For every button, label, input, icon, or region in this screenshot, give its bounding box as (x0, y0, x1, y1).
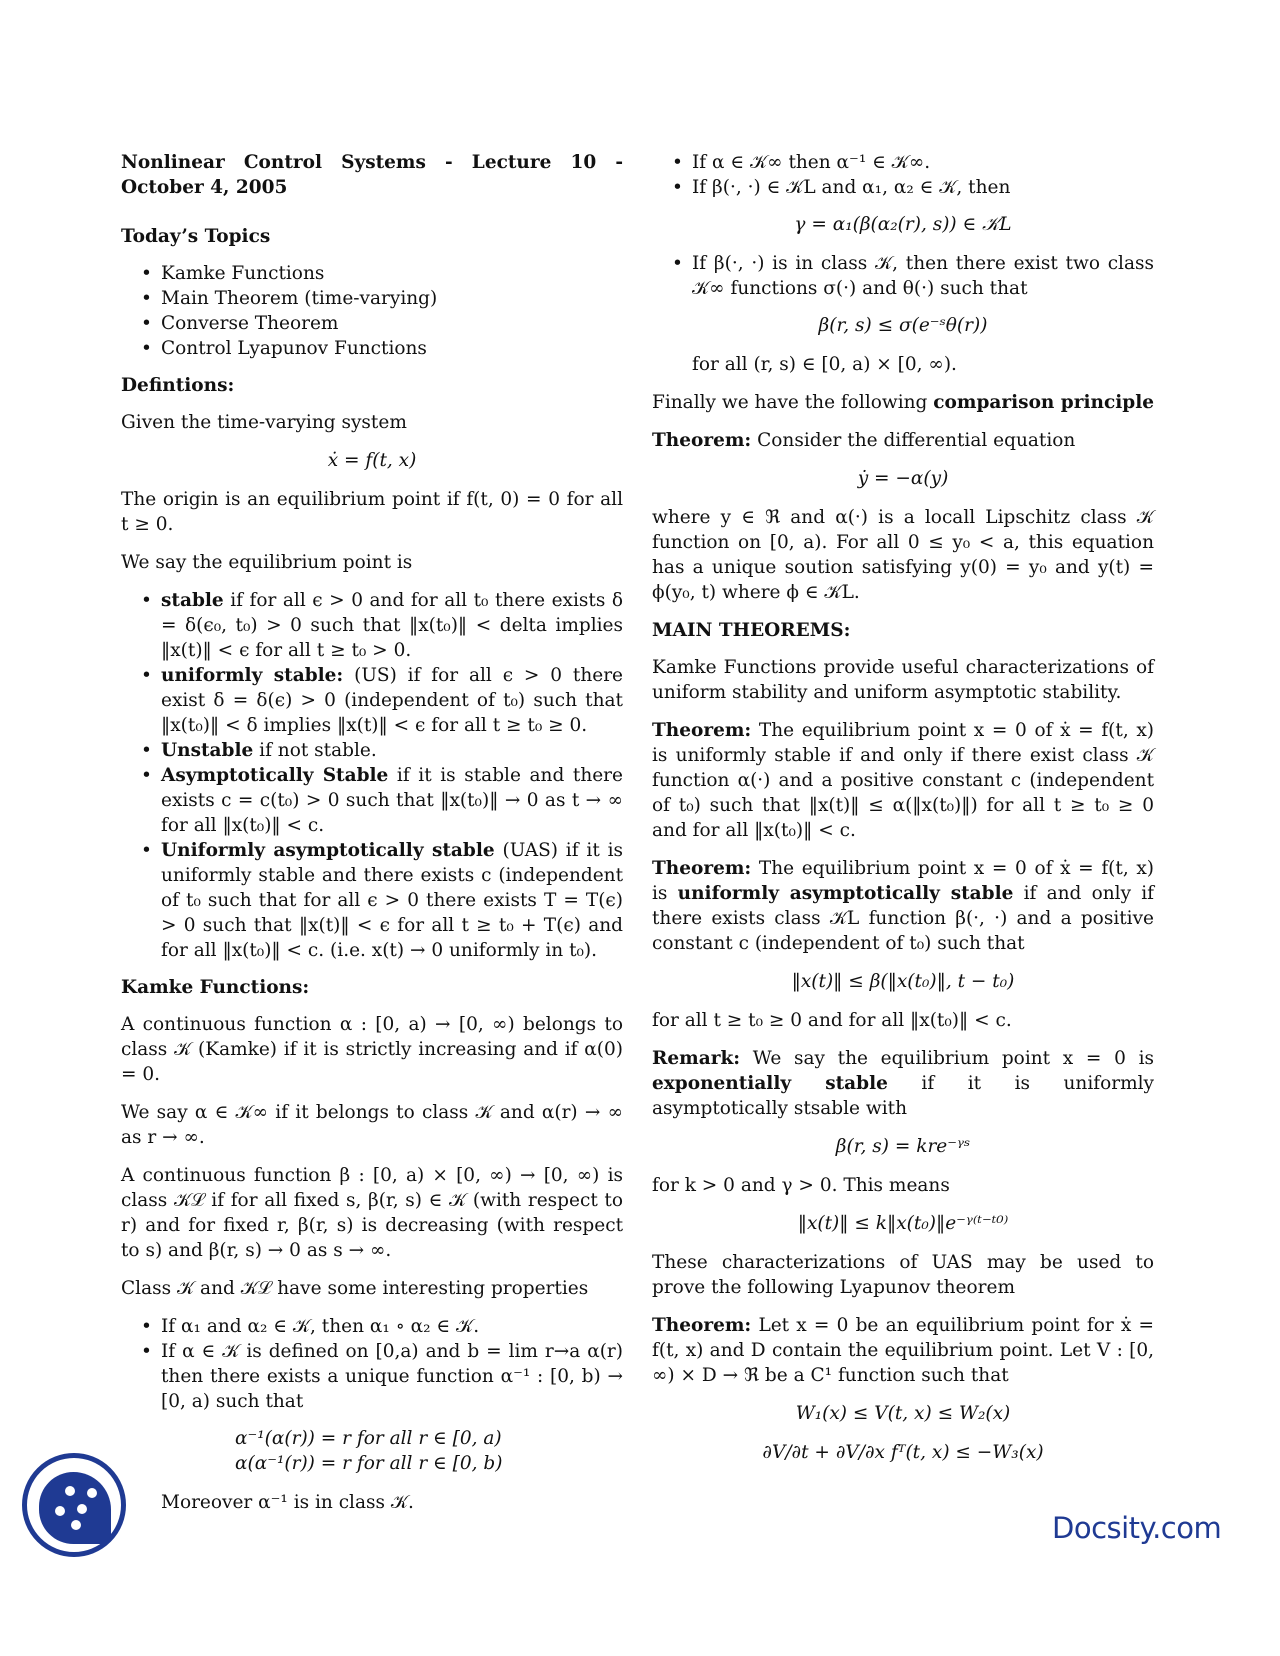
logo-dot (71, 1520, 81, 1530)
topics-list (121, 261, 623, 361)
text: We say the equilibrium point x = 0 is (740, 1048, 1154, 1069)
paragraph: Given the time-varying system (121, 412, 407, 433)
system-equation: ẋ = f(t, x) (327, 450, 417, 471)
list-item: • Main Theorem (time-varying) (121, 286, 623, 311)
list-item: • If β(·, ·) is in class 𝒦, then there exist two class 𝒦∞ functions σ(·) and θ(·) such that (652, 251, 1154, 301)
logo-dot (55, 1506, 65, 1516)
text: The equilibrium point x = 0 of ẋ = f(t, x) is uniformly stable if and only if there exist class 𝒦 function α(·) and a positive constant c (independent of t₀) such that ‖x(t)‖ ≤ α(‖x(t₀)‖) for all t ≥ t₀ ≥ 0 and for all ‖x(t₀)‖ < c. (652, 720, 1154, 841)
paragraph: where y ∈ ℜ and α(·) is a locall Lipschitz class 𝒦 function on [0, a). For all 0 ≤ y₀ < a, this equation has a unique soution satisfying y(0) = y₀ and y(t) = ϕ(y₀, t) where ϕ ∈ 𝒦L. (652, 507, 1154, 603)
left-column (121, 150, 623, 1528)
exp-equation: β(r, s) = kre⁻ᵞˢ (835, 1136, 971, 1157)
exp-bound-equation: ‖x(t)‖ ≤ k‖x(t₀)‖e⁻ᵞ⁽ᵗ⁻ᵗ⁰⁾ (797, 1213, 1009, 1234)
stability-list (121, 588, 623, 963)
theorem-label: Theorem: (652, 430, 752, 451)
text: The equilibrium point x = 0 of ẋ = f(t, x) is (652, 858, 1154, 904)
theorem (652, 718, 1154, 843)
list-item (121, 588, 623, 663)
theorem (652, 1313, 1154, 1388)
paragraph: Class 𝒦 and 𝒦ℒ have some interesting properties (121, 1278, 589, 1299)
remark (652, 1046, 1154, 1121)
list-item: • If β(·, ·) ∈ 𝒦L and α₁, α₂ ∈ 𝒦, then (652, 175, 1154, 200)
right-column (652, 150, 1154, 1479)
text: Finally we have the following (652, 392, 934, 413)
term: Asymptotically Stable (161, 765, 389, 786)
emphasis: uniformly asymptotically stable (677, 883, 1014, 904)
text: Consider the differential equation (751, 430, 1076, 451)
emphasis: exponentially stable (652, 1073, 888, 1094)
property-item (652, 251, 1154, 301)
list-item: • Kamke Functions (121, 261, 623, 286)
definition: if it is stable and there exists c = c(t₀) > 0 such that ‖x(t₀)‖ → 0 as t → ∞ for all ‖x(t₀)‖ < c. (161, 765, 623, 836)
paragraph (652, 390, 1154, 415)
properties-list (121, 1314, 623, 1414)
list-item (121, 663, 623, 738)
emphasis: comparison principle (933, 392, 1154, 413)
logo-blob (39, 1472, 111, 1544)
text: if it is uniformly asymptotically stsable with (652, 1073, 1154, 1119)
beta-equation: β(r, s) ≤ σ(e⁻ˢθ(r)) (818, 315, 988, 336)
paragraph: A continuous function α : [0, a) → [0, ∞) belongs to class 𝒦 (Kamke) if it is strictly increasing and if α(0) = 0. (121, 1014, 623, 1085)
paragraph: for all (r, s) ∈ [0, a) × [0, ∞). (692, 354, 957, 375)
paragraph: A continuous function β : [0, a) × [0, ∞) → [0, ∞) is class 𝒦ℒ if for all fixed s, β(r, s) ∈ 𝒦 (with respect to r) and for fixed r, β(r, s) is decreasing (with respect to s) and β(r, s) → 0 as s → ∞. (121, 1165, 623, 1261)
docsity-logo-icon (22, 1453, 126, 1557)
lyapunov-bound-equation: W₁(x) ≤ V(t, x) ≤ W₂(x) (795, 1403, 1011, 1424)
main-theorems-heading: MAIN THEOREMS: (652, 620, 851, 641)
theorem-label: Theorem: (652, 1315, 752, 1336)
theorem-label: Theorem: (652, 858, 752, 879)
properties-list-continued (652, 150, 1154, 200)
definition: if not stable. (253, 740, 377, 761)
definition: (UAS) if it is uniformly stable and there exists c (independent of t₀ such that for all ϵ > 0 there exists T = T(ϵ) > 0 such that ‖x(t)‖ < ϵ for all t ≥ t₀ + T(ϵ) and for all ‖x(t₀)‖ < c. (i.e. x(t) → 0 uniformly in t₀). (161, 840, 623, 961)
list-item: • If α ∈ 𝒦∞ then α⁻¹ ∈ 𝒦∞. (652, 150, 1154, 175)
equation: α⁻¹(α(r)) = r for all r ∈ [0, a) (235, 1428, 502, 1449)
list-item: • Control Lyapunov Functions (121, 336, 623, 361)
text: Let x = 0 be an equilibrium point for ẋ = f(t, x) and D contain the equilibrium point. Let V : [0, ∞) × D → ℜ be a C¹ function such that (652, 1315, 1154, 1386)
list-item: • If α ∈ 𝒦 is defined on [0,a) and b = lim r→a α(r) then there exists a unique function α⁻¹ : [0, b) → [0, a) such that (121, 1339, 623, 1414)
kamke-heading: Kamke Functions: (121, 977, 310, 998)
logo-dot (77, 1504, 87, 1514)
paragraph: Kamke Functions provide useful characterizations of uniform stability and uniform asymptotic stability. (652, 657, 1154, 703)
topics-heading: Today’s Topics (121, 226, 271, 247)
lyapunov-derivative-equation: ∂V/∂t + ∂V/∂x fᵀ(t, x) ≤ −W₃(x) (762, 1442, 1044, 1463)
theorem (652, 428, 1154, 453)
uas-equation: ‖x(t)‖ ≤ β(‖x(t₀)‖, t − t₀) (791, 971, 1015, 992)
logo-dot (87, 1488, 97, 1498)
term: stable (161, 590, 224, 611)
paragraph: Moreover α⁻¹ is in class 𝒦. (161, 1492, 414, 1513)
remark-label: Remark: (652, 1048, 741, 1069)
list-item: • Converse Theorem (121, 311, 623, 336)
paragraph: We say α ∈ 𝒦∞ if it belongs to class 𝒦 and α(r) → ∞ as r → ∞. (121, 1102, 623, 1148)
definition: (US) if for all ϵ > 0 there exist δ = δ(ϵ) > 0 (independent of t₀) such that ‖x(t₀)‖ < δ implies ‖x(t)‖ < ϵ for all t ≥ t₀ ≥ 0. (161, 665, 624, 736)
term: uniformly stable: (161, 665, 344, 686)
list-item (121, 838, 623, 963)
paragraph: These characterizations of UAS may be used to prove the following Lyapunov theorem (652, 1252, 1154, 1298)
text: if and only if there exists class 𝒦L function β(·, ·) and a positive constant c (independent of t₀) such that (652, 883, 1154, 954)
gamma-equation: γ = α₁(β(α₂(r), s)) ∈ 𝒦L (794, 214, 1012, 235)
definition: if for all ϵ > 0 and for all t₀ there exists δ = δ(ϵ₀, t₀) > 0 such that ‖x(t₀)‖ < delta implies ‖x(t)‖ < ϵ for all t ≥ t₀ > 0. (161, 590, 623, 661)
term: Uniformly asymptotically stable (161, 840, 495, 861)
term: Unstable (161, 740, 254, 761)
definitions-heading: Defintions: (121, 375, 235, 396)
list-item (121, 738, 623, 763)
paragraph: The origin is an equilibrium point if f(t, 0) = 0 for all t ≥ 0. (121, 489, 623, 535)
lecture-title: Nonlinear Control Systems - Lecture 10 - October 4, 2005 (121, 152, 623, 198)
paragraph: for all t ≥ t₀ ≥ 0 and for all ‖x(t₀)‖ < c. (652, 1010, 1012, 1031)
docsity-watermark[interactable]: Docsity.com (1052, 1511, 1222, 1545)
paragraph: We say the equilibrium point is (121, 552, 413, 573)
inverse-equations (121, 1426, 623, 1476)
logo-dot (65, 1486, 75, 1496)
equation: α(α⁻¹(r)) = r for all r ∈ [0, b) (235, 1453, 503, 1474)
theorem-label: Theorem: (652, 720, 752, 741)
theorem (652, 856, 1154, 956)
paragraph: for k > 0 and γ > 0. This means (652, 1175, 950, 1196)
ode-equation: ẏ = −α(y) (857, 468, 949, 489)
list-item (121, 763, 623, 838)
list-item: • If α₁ and α₂ ∈ 𝒦, then α₁ ∘ α₂ ∈ 𝒦. (121, 1314, 623, 1339)
